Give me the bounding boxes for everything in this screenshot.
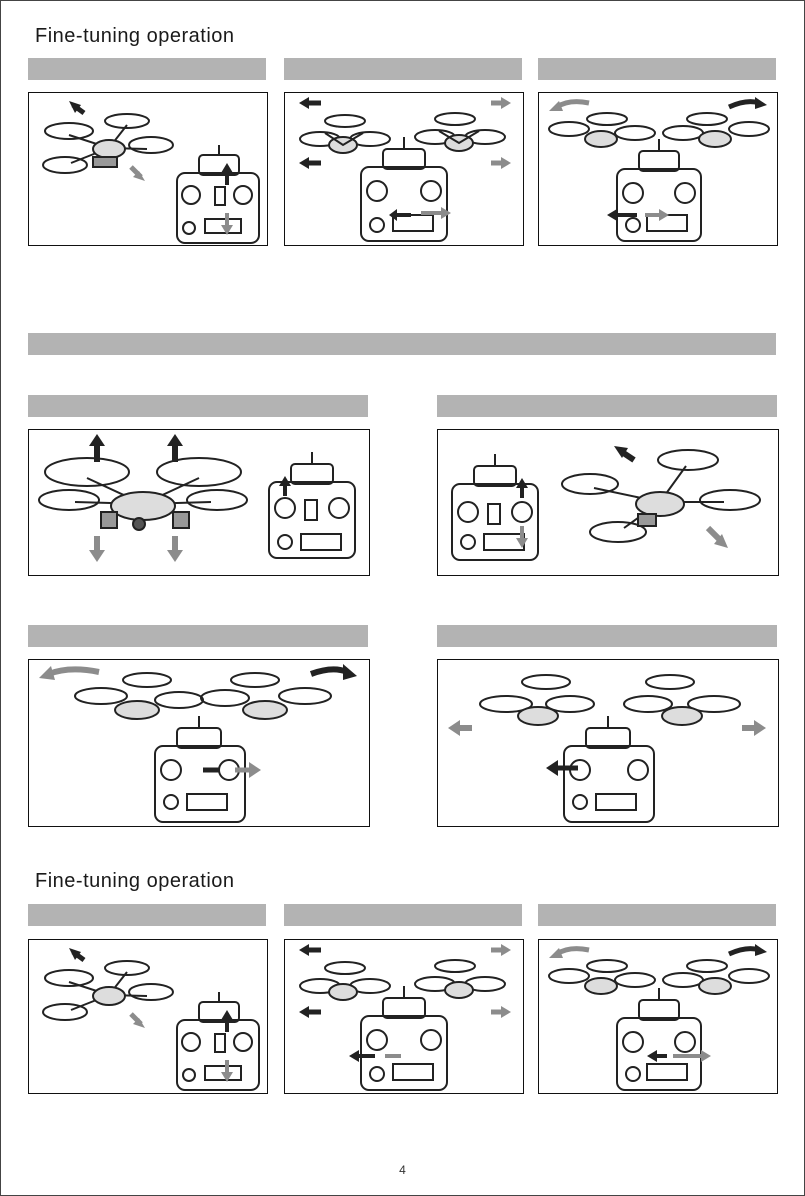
quadcopter-drone-icon xyxy=(75,673,203,719)
label-bar-9 xyxy=(284,904,522,926)
remote-controller-icon xyxy=(617,988,701,1090)
quadcopter-drone-icon xyxy=(480,675,594,725)
quadcopter-drone-icon xyxy=(624,675,740,725)
quadcopter-drone-icon xyxy=(663,113,769,147)
remote-controller-icon xyxy=(155,716,245,822)
label-bar-1 xyxy=(28,58,266,80)
quadcopter-drone-icon xyxy=(43,961,173,1020)
diagram-panel-forward-backward xyxy=(437,429,779,576)
diagram-panel-trim-rotation xyxy=(538,92,778,246)
quadcopter-drone-icon xyxy=(415,113,505,151)
page-number: 4 xyxy=(399,1163,406,1177)
label-bar-10 xyxy=(538,904,776,926)
section-title-bottom: Fine-tuning operation xyxy=(35,870,235,892)
section-title-top: Fine-tuning operation xyxy=(35,25,235,47)
remote-controller-icon xyxy=(617,139,701,241)
quadcopter-drone-icon xyxy=(300,962,390,1000)
quadcopter-drone-icon xyxy=(201,673,331,719)
quadcopter-drone-icon xyxy=(43,114,173,173)
label-bar-4 xyxy=(28,395,368,417)
quadcopter-drone-icon xyxy=(39,458,247,530)
remote-controller-icon xyxy=(452,454,538,560)
remote-controller-icon xyxy=(269,452,355,558)
diagram-panel-left-right xyxy=(437,659,779,827)
label-bar-5 xyxy=(437,395,777,417)
diagram-panel-trim-forward-back-2 xyxy=(28,939,268,1094)
label-bar-2 xyxy=(284,58,522,80)
diagram-panel-trim-sideways xyxy=(284,92,524,246)
remote-controller-icon xyxy=(177,145,259,243)
quadcopter-drone-icon xyxy=(549,960,655,994)
label-bar-7 xyxy=(437,625,777,647)
diagram-panel-trim-sideways-2 xyxy=(284,939,524,1094)
diagram-panel-trim-forward-back xyxy=(28,92,268,246)
remote-controller-icon xyxy=(361,137,447,241)
label-bar-wide xyxy=(28,333,776,355)
quadcopter-drone-icon xyxy=(415,960,505,998)
label-bar-3 xyxy=(538,58,776,80)
diagram-panel-trim-rotation-2 xyxy=(538,939,778,1094)
quadcopter-drone-icon xyxy=(562,450,760,542)
diagram-panel-ascend-descend xyxy=(28,429,370,576)
label-bar-6 xyxy=(28,625,368,647)
diagram-panel-rotate xyxy=(28,659,370,827)
remote-controller-icon xyxy=(177,992,259,1090)
quadcopter-drone-icon xyxy=(300,115,390,153)
label-bar-8 xyxy=(28,904,266,926)
remote-controller-icon xyxy=(361,986,447,1090)
quadcopter-drone-icon xyxy=(663,960,769,994)
quadcopter-drone-icon xyxy=(549,113,655,147)
